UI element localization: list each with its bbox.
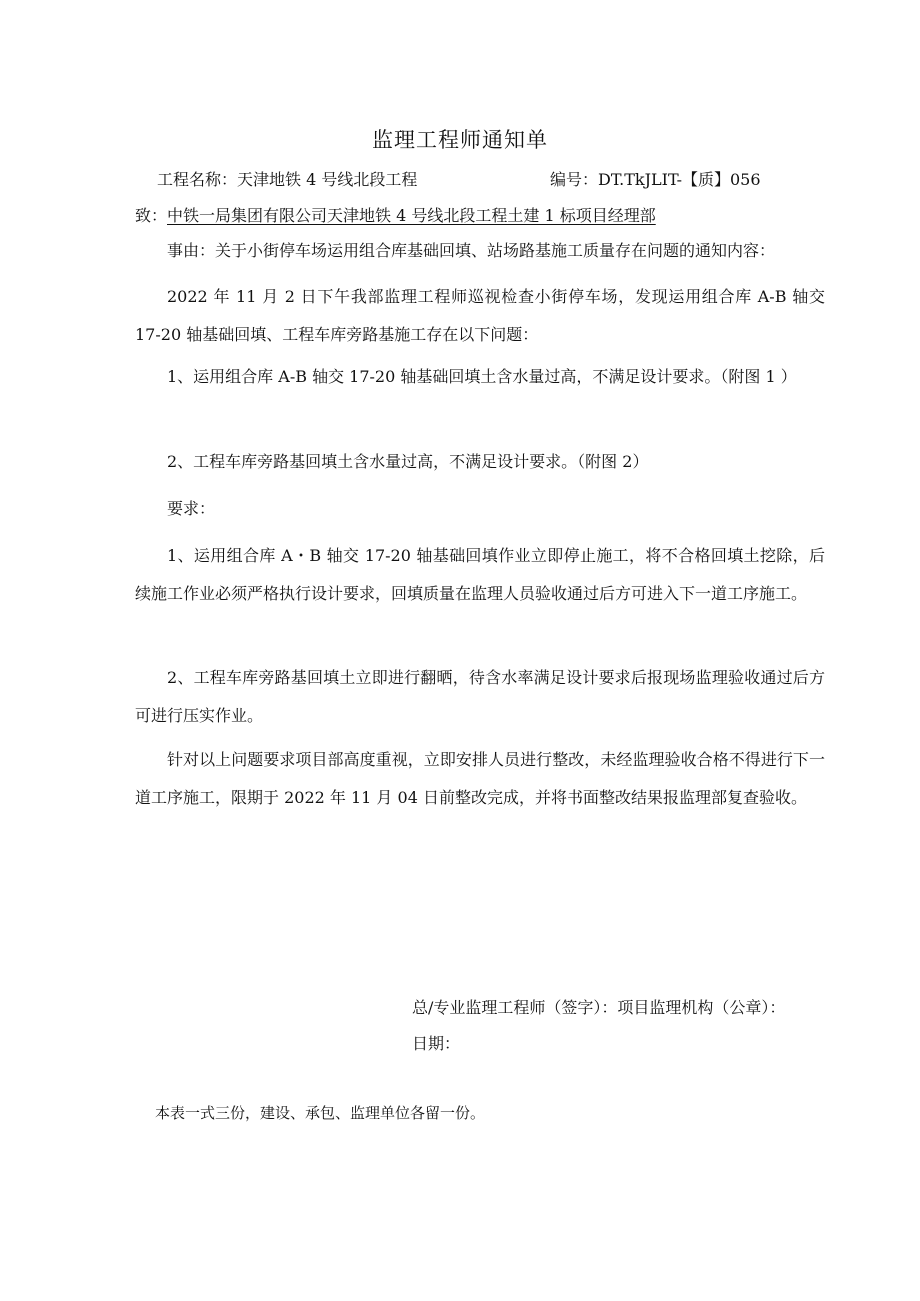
recipient-line (135, 203, 656, 226)
recipient-name: 中铁一局集团有限公司天津地铁 4 号线北段工程土建 1 标项目经理部 (167, 206, 656, 225)
subject-line: 事由：关于小街停车场运用组合库基础回填、站场路基施工质量存在问题的通知内容： (167, 241, 776, 260)
signature-block: 总/专业监理工程师（签字）：项目监理机构（公章）：日期： (412, 998, 786, 1053)
requirement-item: 2、工程车库旁路基回填土立即进行翻晒，待含水率满足设计要求后报现场监理验收通过后方可进行压实作业。 (135, 668, 825, 725)
project-name-value: 天津地铁 4 号线北段工程 (237, 170, 418, 189)
document-number-label: 编号： (550, 170, 599, 189)
document-number (550, 167, 761, 190)
document-number-value: DT.TkJLIT-【质】056 (598, 170, 761, 189)
project-name (157, 167, 417, 190)
requirements-heading: 要求： (167, 499, 216, 518)
problem-item: 1、运用组合库 A-B 轴交 17-20 轴基础回填土含水量过高，不满足设计要求。（附图 1 ） (167, 367, 797, 386)
recipient-label: 致： (135, 206, 168, 225)
document-title: 监理工程师通知单 (372, 128, 548, 152)
closing-paragraph: 针对以上问题要求项目部高度重视，立即安排人员进行整改，未经监理验收合格不得进行下一道工序施工，限期于 2022 年 11 月 04 日前整改完成，并将书面整改结果报监理部复查验收。 (135, 750, 825, 807)
problem-item: 2、工程车库旁路基回填土含水量过高，不满足设计要求。（附图 2） (167, 452, 649, 471)
footnote: 本表一式三份，建设、承包、监理单位各留一份。 (155, 1104, 486, 1122)
requirement-item: 1、运用组合库 A・B 轴交 17-20 轴基础回填作业立即停止施工，将不合格回填土挖除，后续施工作业必须严格执行设计要求，回填质量在监理人员验收通过后方可进入下一道工序施工。 (135, 546, 825, 603)
intro-paragraph: 2022 年 11 月 2 日下午我部监理工程师巡视检查小街停车场，发现运用组合库 A-B 轴交 17-20 轴基础回填、工程车库旁路基施工存在以下问题： (135, 287, 825, 344)
project-name-label: 工程名称： (157, 170, 238, 189)
